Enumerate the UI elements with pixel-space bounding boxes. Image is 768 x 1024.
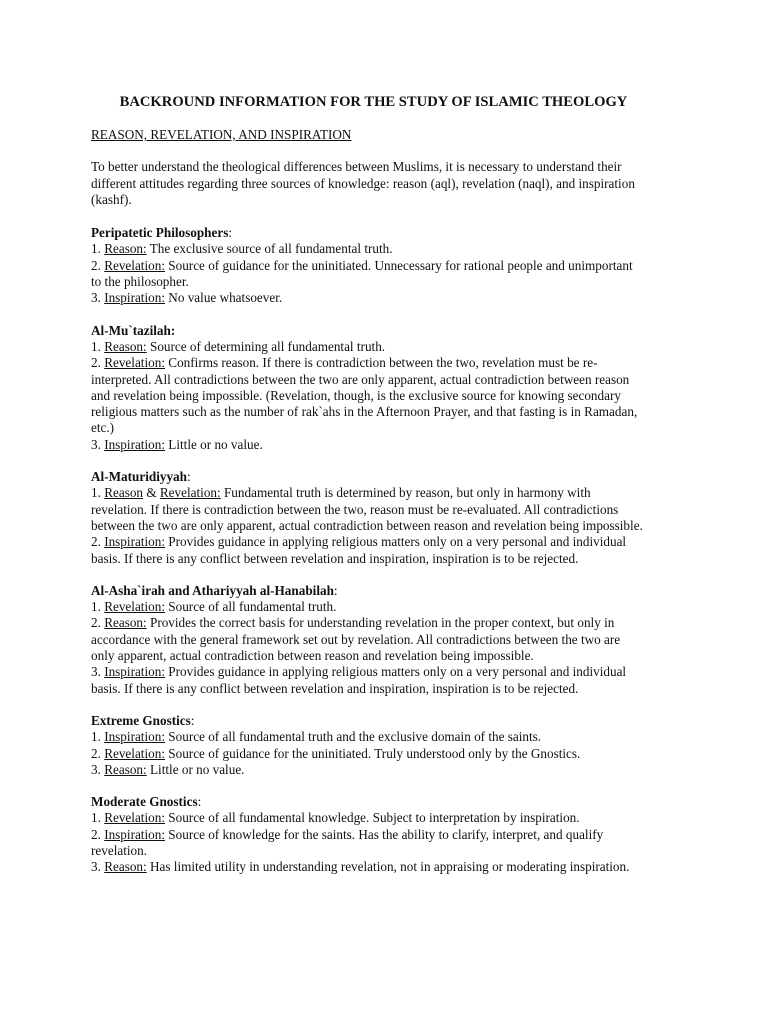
section-heading (91, 225, 644, 241)
list-item (91, 485, 644, 534)
item-number: 2. (91, 826, 105, 842)
item-term: Inspiration: (104, 534, 165, 550)
item-text: Little or no value. (146, 761, 245, 777)
section-heading (91, 323, 644, 339)
item-text: Source of determining all fundamental truth. (146, 338, 386, 354)
list-item (91, 290, 644, 306)
list-item (91, 258, 644, 291)
item-term: Reason: (104, 338, 147, 354)
document-title: BACKROUND INFORMATION FOR THE STUDY OF ISLAMIC THEOLOGY (119, 94, 628, 110)
section-block (91, 713, 644, 778)
item-number: 3. (91, 761, 105, 777)
section-heading (91, 583, 644, 599)
section-heading (91, 794, 644, 810)
section-heading-colon: : (186, 469, 191, 485)
item-term: Revelation: (104, 599, 165, 615)
section-heading-colon: : (333, 582, 338, 598)
item-text: Fundamental truth is determined by reason, but only in harmony with revelation. If there is contradiction between the two, reason must be re-evaluated. All contradictions between the two are only apparent, actual contradiction between reason and revelation being impossible. (91, 485, 643, 533)
item-text: No value whatsoever. (165, 290, 283, 306)
item-number: 1. (91, 241, 105, 257)
section-block (91, 583, 644, 697)
item-text: The exclusive source of all fundamental truth. (146, 241, 393, 257)
section-block (91, 225, 644, 306)
item-number: 2. (91, 534, 105, 550)
section-block (91, 469, 644, 567)
item-number: 3. (91, 290, 105, 306)
item-term: Inspiration: (104, 290, 165, 306)
section-heading (91, 713, 644, 729)
item-number: 2. (91, 615, 105, 631)
item-term: Revelation: (104, 355, 165, 371)
list-item (91, 355, 644, 436)
list-item (91, 827, 644, 860)
item-text: Source of guidance for the uninitiated. Unnecessary for rational people and unimportant to the philosopher. (91, 257, 633, 290)
item-term: Revelation: (104, 745, 165, 761)
item-number: 2. (91, 257, 105, 273)
section-heading-text: Extreme Gnostics (91, 712, 191, 728)
list-item (91, 599, 644, 615)
item-text: Little or no value. (165, 436, 263, 452)
list-item (91, 437, 644, 453)
list-item (91, 746, 644, 762)
item-term: Reason: (104, 859, 147, 875)
list-item (91, 762, 644, 778)
item-term: Revelation: (104, 257, 165, 273)
item-number: 3. (91, 436, 105, 452)
item-text: Source of all fundamental knowledge. Subject to interpretation by inspiration. (164, 810, 580, 826)
item-number: 3. (91, 664, 105, 680)
item-number: 1. (91, 599, 105, 615)
item-number: 1. (91, 810, 105, 826)
item-text: Source of guidance for the uninitiated. Truly understood only by the Gnostics. (164, 745, 581, 761)
list-item (91, 339, 644, 355)
item-text: Source of all fundamental truth and the exclusive domain of the saints. (165, 729, 542, 745)
list-item (91, 810, 644, 826)
list-item (91, 241, 644, 257)
intro-paragraph: To better understand the theological differences between Muslims, it is necessary to understand their different attitudes regarding three sources of knowledge: reason (aql), revelation (naql), and inspiration (kashf). (91, 159, 635, 207)
item-number: 1. (91, 485, 105, 501)
section-heading-text: Al-Asha`irah and Athariyyah al-Hanabilah (91, 582, 334, 598)
list-item (91, 729, 644, 745)
item-text: Source of all fundamental truth. (164, 599, 337, 615)
item-text: Provides guidance in applying religious matters only on a very personal and individual basis. If there is any conflict between revelation and inspiration, inspiration is to be rejected. (91, 534, 627, 566)
item-term: Inspiration: (104, 436, 165, 452)
item-number: 3. (91, 859, 105, 875)
item-term: Reason (104, 485, 144, 501)
item-number: 1. (91, 338, 105, 354)
item-text: Source of knowledge for the saints. Has the ability to clarify, interpret, and qualify revelation. (91, 826, 604, 858)
item-term: Inspiration: (104, 664, 165, 680)
item-term: Inspiration: (104, 826, 165, 842)
section-heading-text: Al-Maturidiyyah (91, 469, 187, 485)
item-term: Inspiration: (104, 729, 165, 745)
item-text: Provides the correct basis for understanding revelation in the proper context, but only in accordance with the general framework set out by revelation. All contradictions between the two are only apparent, actual contradiction between reason and revelation being impossible. (91, 615, 621, 664)
section-heading-colon: : (190, 712, 195, 728)
section-heading-text: Peripatetic Philosophers (91, 225, 229, 241)
item-number: 2. (91, 745, 105, 761)
item-term-2: Revelation: (159, 485, 221, 501)
section-subheading: REASON, REVELATION, AND INSPIRATION (91, 127, 352, 142)
item-term: Reason: (104, 615, 147, 631)
sections-container (91, 225, 644, 875)
section-heading-colon: : (228, 225, 233, 241)
section-heading-colon: : (197, 794, 202, 810)
section-block (91, 794, 644, 875)
list-item (91, 534, 644, 567)
item-text: Has limited utility in understanding revelation, not in appraising or moderating inspiration. (146, 859, 630, 875)
item-text: Confirms reason. If there is contradiction between the two, revelation must be re-interpreted. All contradictions between the two are only apparent, actual contradiction between reason and revelation being impossible. (Revelation, though, is the exclusive source for knowing secondary religious matters such as the number of rak`ahs in the Afternoon Prayer, and that fasting is in Ramadan, etc.) (91, 355, 638, 436)
list-item (91, 859, 644, 875)
item-joiner: & (143, 485, 160, 501)
section-heading-text: Moderate Gnostics (91, 794, 198, 810)
item-number: 1. (91, 729, 105, 745)
item-term: Revelation: (104, 810, 165, 826)
item-term: Reason: (104, 241, 147, 257)
section-block (91, 323, 644, 453)
list-item (91, 664, 644, 697)
item-term: Reason: (104, 761, 147, 777)
item-number: 2. (91, 355, 105, 371)
section-heading (91, 469, 644, 485)
list-item (91, 615, 644, 664)
section-heading-text: Al-Mu`tazilah: (91, 322, 176, 338)
item-text: Provides guidance in applying religious matters only on a very personal and individual basis. If there is any conflict between revelation and inspiration, inspiration is to be rejected. (91, 664, 627, 696)
